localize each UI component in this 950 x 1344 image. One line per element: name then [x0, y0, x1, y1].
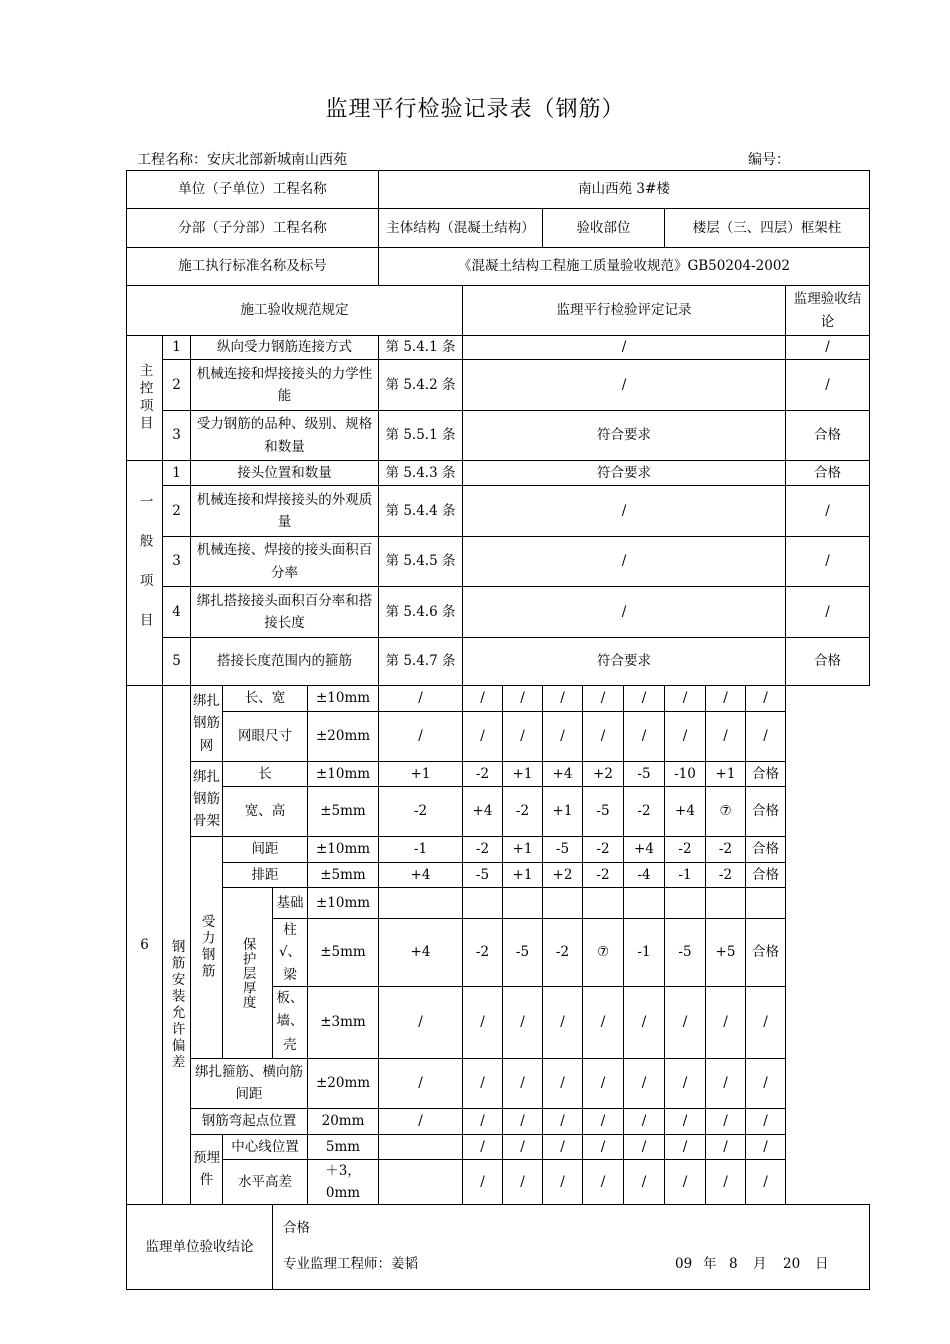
measurement-value — [665, 888, 706, 919]
general-item-row — [127, 638, 870, 686]
group-embedded: 预埋件 — [191, 1134, 223, 1205]
tolerance-item: 间距 — [223, 837, 308, 863]
measurement-value: / — [706, 986, 746, 1058]
tolerance-row — [127, 888, 870, 919]
general-items-label: 一般项目 — [127, 461, 163, 686]
measurement-value: / — [463, 686, 503, 712]
item-name: 机械连接和焊接接头的力学性能 — [191, 360, 379, 411]
footer-label: 监理单位验收结论 — [127, 1205, 273, 1290]
measurement-value: -2 — [583, 837, 624, 863]
spec-header: 施工验收规范规定 — [127, 286, 463, 336]
measurement-value: -2 — [706, 837, 746, 863]
measurement-value: / — [583, 986, 624, 1058]
measurement-value: +4 — [543, 762, 583, 787]
measurement-value: / — [379, 986, 463, 1058]
tolerance-item: 基础 — [273, 888, 308, 919]
project-name: 安庆北部新城南山西苑 — [207, 152, 347, 168]
measurement-value: / — [624, 712, 665, 762]
item-record: / — [463, 336, 786, 360]
item-record: / — [463, 360, 786, 411]
measurement-value: / — [706, 1159, 746, 1205]
tolerance-value: ±5mm — [308, 787, 379, 837]
measurement-value: / — [665, 1108, 706, 1134]
measurement-value: / — [463, 986, 503, 1058]
item-clause: 第 5.4.5 条 — [379, 537, 463, 587]
item-clause: 第 5.5.1 条 — [379, 411, 463, 461]
measurement-value: / — [706, 1134, 746, 1159]
unit-row — [127, 171, 870, 209]
measurement-value: -2 — [379, 787, 463, 837]
measurement-value: +1 — [503, 762, 543, 787]
item-clause: 第 5.4.4 条 — [379, 486, 463, 537]
measurement-value: +1 — [503, 863, 543, 888]
measurement-value: -2 — [665, 837, 706, 863]
item-result: 合格 — [786, 638, 870, 686]
measurement-value: / — [583, 1134, 624, 1159]
measurement-value: -2 — [463, 837, 503, 863]
measurement-value: / — [503, 1108, 543, 1134]
tolerance-value: ＋3，0mm — [308, 1159, 379, 1205]
tolerance-result: / — [746, 1108, 786, 1134]
item-result: / — [786, 537, 870, 587]
tolerance-item: 柱√、梁 — [273, 919, 308, 987]
measurement-value: -10 — [665, 762, 706, 787]
measurement-value: / — [706, 1108, 746, 1134]
measurement-value: / — [543, 1108, 583, 1134]
number-label: 编号： — [748, 152, 790, 168]
item-result: / — [786, 587, 870, 638]
measurement-value: / — [583, 712, 624, 762]
tolerance-value: ±3mm — [308, 986, 379, 1058]
measurement-value — [503, 888, 543, 919]
item-name: 受力钢筋的品种、级别、规格和数量 — [191, 411, 379, 461]
measurement-value: / — [379, 712, 463, 762]
item-number: 1 — [163, 461, 191, 486]
footer-month-label: 月 — [753, 1256, 767, 1273]
measurement-value — [379, 1134, 463, 1159]
measurement-value: -5 — [583, 787, 624, 837]
measurement-value: / — [503, 1134, 543, 1159]
measurement-value — [706, 888, 746, 919]
item-number: 4 — [163, 587, 191, 638]
footer-row — [127, 1205, 870, 1290]
measurement-value: -2 — [706, 863, 746, 888]
item-number: 5 — [163, 638, 191, 686]
measurement-value — [379, 888, 463, 919]
unit-value: 南山西苑 3#楼 — [379, 171, 870, 209]
measurement-value: / — [583, 1058, 624, 1108]
tolerance-row — [127, 762, 870, 787]
tolerance-item: 中心线位置 — [223, 1134, 308, 1159]
item-number: 2 — [163, 360, 191, 411]
measurement-value: / — [543, 686, 583, 712]
measurement-value: / — [503, 686, 543, 712]
measurement-value: -1 — [665, 863, 706, 888]
tolerance-result: 合格 — [746, 837, 786, 863]
measurement-value: / — [379, 1058, 463, 1108]
measurement-value: +4 — [379, 919, 463, 987]
tolerance-value: 20mm — [308, 1108, 379, 1134]
measurement-value: / — [463, 1058, 503, 1108]
measurement-value: +4 — [624, 837, 665, 863]
tolerance-item: 水平高差 — [223, 1159, 308, 1205]
tolerance-item: 绑扎箍筋、横向筋间距 — [191, 1058, 308, 1108]
measurement-value: / — [706, 686, 746, 712]
measurement-value: / — [665, 986, 706, 1058]
measurement-value: / — [624, 686, 665, 712]
item-clause: 第 5.4.6 条 — [379, 587, 463, 638]
item-result: 合格 — [786, 461, 870, 486]
footer-day-label: 日 — [815, 1256, 829, 1273]
item-name: 搭接长度范围内的箍筋 — [191, 638, 379, 686]
column-header-row — [127, 286, 870, 336]
item-number: 6 — [127, 686, 163, 1205]
tolerance-result: / — [746, 986, 786, 1058]
tolerance-row — [127, 863, 870, 888]
measurement-value: / — [379, 686, 463, 712]
unit-label: 单位（子单位）工程名称 — [127, 171, 379, 209]
item-record: / — [463, 537, 786, 587]
measurement-value: +1 — [503, 837, 543, 863]
tolerance-result: / — [746, 1134, 786, 1159]
measurement-value: / — [706, 712, 746, 762]
group-mesh: 绑扎钢筋网 — [191, 686, 223, 762]
project-line — [137, 149, 347, 169]
item-record: 符合要求 — [463, 638, 786, 686]
tolerance-item: 钢筋弯起点位置 — [191, 1108, 308, 1134]
general-item-row — [127, 461, 870, 486]
tolerance-item: 排距 — [223, 863, 308, 888]
footer-engineer: 专业监理工程师：姜韬 — [283, 1256, 418, 1273]
tolerance-row — [127, 686, 870, 712]
measurement-value — [463, 888, 503, 919]
measurement-value: / — [543, 1159, 583, 1205]
measurement-value: / — [665, 1058, 706, 1108]
item-name: 绑扎搭接接头面积百分率和搭接长度 — [191, 587, 379, 638]
measurement-value: -5 — [503, 919, 543, 987]
measurement-value: / — [624, 1108, 665, 1134]
sub-value: 主体结构（混凝土结构） — [379, 209, 543, 248]
item-result: / — [786, 336, 870, 360]
measurement-value: / — [503, 986, 543, 1058]
measurement-value — [543, 888, 583, 919]
record-header: 监理平行检验评定记录 — [463, 286, 786, 336]
inspection-table — [126, 170, 870, 1290]
measurement-value: -5 — [463, 863, 503, 888]
footer-conclusion: 合格 — [283, 1220, 310, 1237]
measurement-value: +4 — [665, 787, 706, 837]
tolerance-item: 宽、高 — [223, 787, 308, 837]
tolerance-item: 长、宽 — [223, 686, 308, 712]
tolerance-result: 合格 — [746, 787, 786, 837]
measurement-value: / — [543, 1058, 583, 1108]
item-clause: 第 5.4.3 条 — [379, 461, 463, 486]
item-number: 3 — [163, 537, 191, 587]
measurement-value: -5 — [543, 837, 583, 863]
footer-day: 20 — [783, 1256, 801, 1273]
measurement-value: +4 — [379, 863, 463, 888]
measurement-value: / — [463, 1108, 503, 1134]
measurement-value — [583, 888, 624, 919]
measurement-value: / — [503, 1159, 543, 1205]
measurement-value: / — [543, 712, 583, 762]
tolerance-result: / — [746, 686, 786, 712]
tolerance-row — [127, 1159, 870, 1205]
tolerance-row — [127, 837, 870, 863]
measurement-value: +1 — [379, 762, 463, 787]
tolerance-result — [746, 888, 786, 919]
measurement-value — [379, 1159, 463, 1205]
item-clause: 第 5.4.2 条 — [379, 360, 463, 411]
measurement-value: -1 — [379, 837, 463, 863]
tolerance-value: ±10mm — [308, 837, 379, 863]
item-record: 符合要求 — [463, 411, 786, 461]
measurement-value: +5 — [706, 919, 746, 987]
measurement-value: / — [583, 1108, 624, 1134]
location-value: 楼层（三、四层）框架柱 — [665, 209, 870, 248]
sub-row — [127, 209, 870, 248]
tolerance-row — [127, 712, 870, 762]
conclusion-header: 监理验收结论 — [786, 286, 870, 336]
standard-value: 《混凝土结构工程施工质量验收规范》GB50204-2002 — [379, 248, 870, 286]
measurement-value: -2 — [463, 919, 503, 987]
tolerance-value: ±5mm — [308, 863, 379, 888]
item-number: 2 — [163, 486, 191, 537]
measurement-value: / — [463, 712, 503, 762]
tolerance-row — [127, 1058, 870, 1108]
tolerance-result: 合格 — [746, 919, 786, 987]
tolerance-label: 钢筋安装允许偏差 — [163, 686, 191, 1205]
tolerance-result: 合格 — [746, 762, 786, 787]
general-item-row — [127, 537, 870, 587]
tolerance-value: ±10mm — [308, 762, 379, 787]
item-number: 3 — [163, 411, 191, 461]
measurement-value: / — [624, 1058, 665, 1108]
group-stressed: 受力钢筋 — [191, 837, 223, 1059]
measurement-value: / — [583, 1159, 624, 1205]
tolerance-row — [127, 787, 870, 837]
main-item-row — [127, 411, 870, 461]
measurement-value: -2 — [624, 787, 665, 837]
measurement-value: +4 — [463, 787, 503, 837]
measurement-value: -1 — [624, 919, 665, 987]
item-name: 机械连接、焊接的接头面积百分率 — [191, 537, 379, 587]
item-name: 机械连接和焊接接头的外观质量 — [191, 486, 379, 537]
document-title: 监理平行检验记录表（钢筋） — [325, 97, 625, 122]
item-result: / — [786, 360, 870, 411]
measurement-value: / — [624, 986, 665, 1058]
footer-month: 8 — [729, 1256, 738, 1273]
measurement-value: / — [624, 1159, 665, 1205]
measurement-value: / — [706, 1058, 746, 1108]
item-name: 纵向受力钢筋连接方式 — [191, 336, 379, 360]
sub-label: 分部（子分部）工程名称 — [127, 209, 379, 248]
item-clause: 第 5.4.7 条 — [379, 638, 463, 686]
measurement-value: -2 — [463, 762, 503, 787]
item-record: 符合要求 — [463, 461, 786, 486]
tolerance-item: 板、墙、壳 — [273, 986, 308, 1058]
measurement-value: / — [665, 1134, 706, 1159]
group-frame: 绑扎钢筋骨架 — [191, 762, 223, 837]
standard-row — [127, 248, 870, 286]
measurement-value: +2 — [543, 863, 583, 888]
measurement-value: / — [543, 986, 583, 1058]
item-result: / — [786, 486, 870, 537]
measurement-value: / — [624, 1134, 665, 1159]
footer-year: 09 — [675, 1256, 693, 1273]
measurement-value: / — [463, 1134, 503, 1159]
measurement-value: / — [665, 1159, 706, 1205]
project-label: 工程名称： — [137, 152, 207, 168]
location-label: 验收部位 — [543, 209, 665, 248]
measurement-value: ⑦ — [706, 787, 746, 837]
standard-label: 施工执行标准名称及标号 — [127, 248, 379, 286]
measurement-value: / — [503, 1058, 543, 1108]
tolerance-value: ±10mm — [308, 686, 379, 712]
measurement-value: / — [543, 1134, 583, 1159]
measurement-value: +1 — [543, 787, 583, 837]
tolerance-value: 5mm — [308, 1134, 379, 1159]
measurement-value: / — [665, 686, 706, 712]
tolerance-item: 网眼尺寸 — [223, 712, 308, 762]
main-items-label: 主控项目 — [127, 336, 163, 461]
main-item-row — [127, 360, 870, 411]
tolerance-row — [127, 1134, 870, 1159]
measurement-value: -2 — [583, 863, 624, 888]
tolerance-value: ±5mm — [308, 919, 379, 987]
item-record: / — [463, 587, 786, 638]
tolerance-result: 合格 — [746, 863, 786, 888]
item-clause: 第 5.4.1 条 — [379, 336, 463, 360]
measurement-value: +2 — [583, 762, 624, 787]
measurement-value: / — [379, 1108, 463, 1134]
measurement-value: -2 — [503, 787, 543, 837]
measurement-value: -5 — [624, 762, 665, 787]
footer-content — [273, 1205, 870, 1290]
tolerance-result: / — [746, 1159, 786, 1205]
tolerance-value: ±20mm — [308, 1058, 379, 1108]
tolerance-row — [127, 1108, 870, 1134]
measurement-value: / — [463, 1159, 503, 1205]
measurement-value: ⑦ — [583, 919, 624, 987]
footer-year-label: 年 — [703, 1256, 717, 1273]
measurement-value: +1 — [706, 762, 746, 787]
tolerance-value: ±20mm — [308, 712, 379, 762]
general-item-row — [127, 486, 870, 537]
item-result: 合格 — [786, 411, 870, 461]
measurement-value: -5 — [665, 919, 706, 987]
item-number: 1 — [163, 336, 191, 360]
item-record: / — [463, 486, 786, 537]
measurement-value: / — [665, 712, 706, 762]
measurement-value — [624, 888, 665, 919]
measurement-value: / — [583, 686, 624, 712]
tolerance-result: / — [746, 1058, 786, 1108]
tolerance-item: 长 — [223, 762, 308, 787]
measurement-value: / — [503, 712, 543, 762]
tolerance-result: / — [746, 712, 786, 762]
group-cover: 保护层厚度 — [223, 888, 273, 1059]
measurement-value: -2 — [543, 919, 583, 987]
general-item-row — [127, 587, 870, 638]
measurement-value: -4 — [624, 863, 665, 888]
main-item-row — [127, 336, 870, 360]
tolerance-value: ±10mm — [308, 888, 379, 919]
item-name: 接头位置和数量 — [191, 461, 379, 486]
